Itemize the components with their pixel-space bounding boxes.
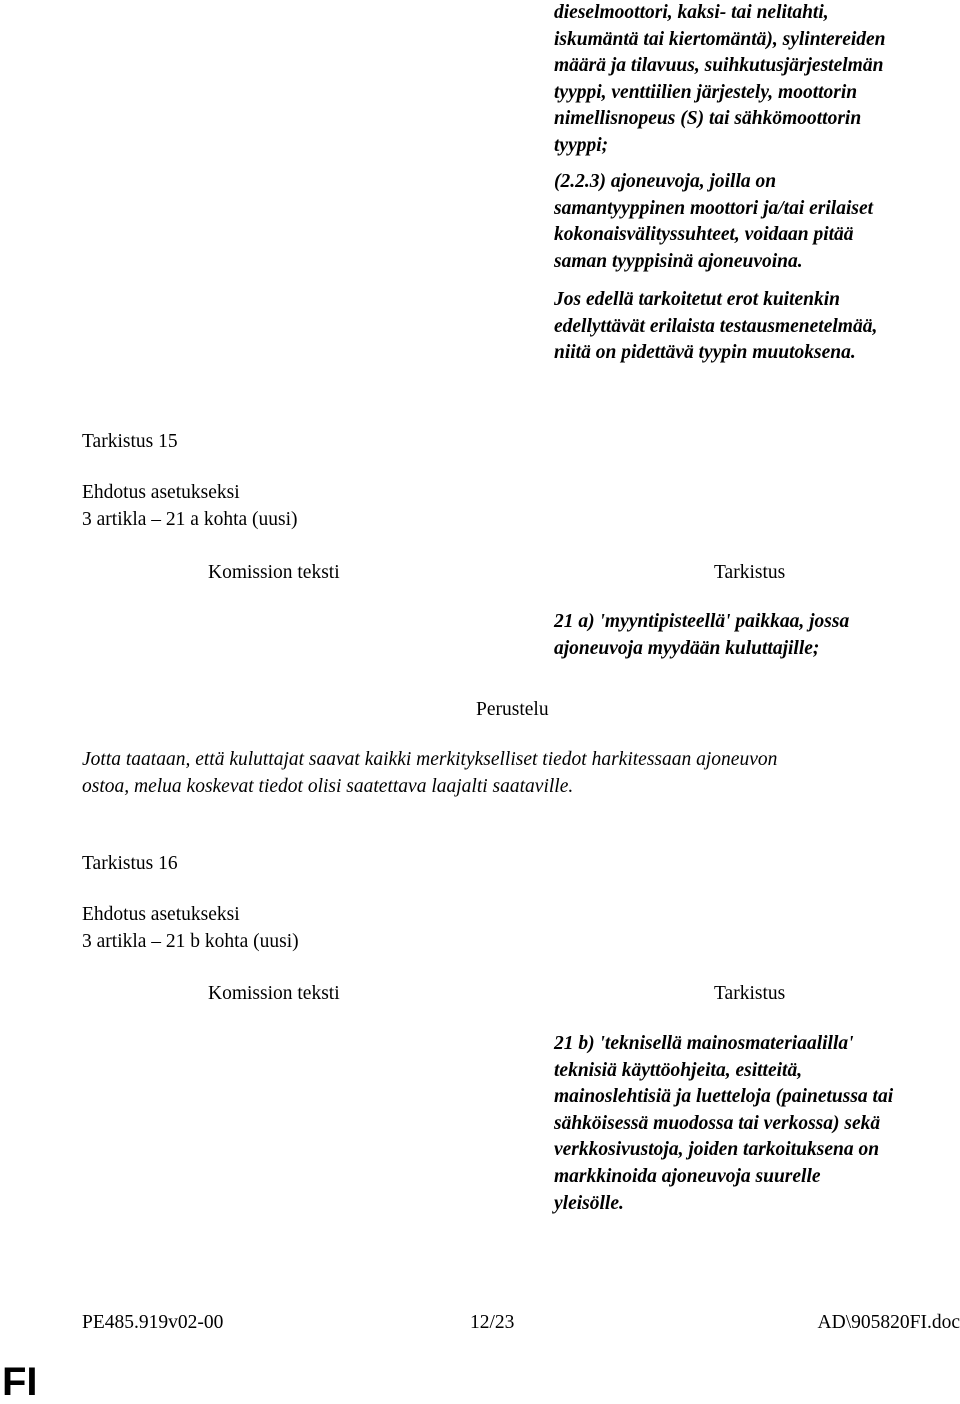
text-line: Jos edellä tarkoitetut erot kuitenkin	[554, 289, 841, 310]
text-line: ostoa, melua koskevat tiedot olisi saatettava laajalti saataville.	[82, 775, 574, 797]
text-line: Jotta taataan, että kuluttajat saavat kaikki merkitykselliset tiedot harkitessaan ajoneuvon	[82, 749, 778, 770]
continued-amendment-text	[554, 0, 960, 160]
text-line: 21 a) 'myyntipisteellä' paikkaa, jossa	[554, 611, 850, 632]
footer-page-number: 12/23	[470, 1312, 515, 1333]
text-line: kokonaisvälityssuhteet, voidaan pitää	[554, 224, 854, 246]
text-line: tyyppi, venttiilien järjestely, moottorin	[554, 81, 858, 103]
amendment-15-text	[554, 609, 960, 662]
amendment-16-commission-label: Komission teksti	[208, 983, 340, 1004]
text-line: mainoslehtisiä ja luetteloja (painetussa tai	[554, 1086, 894, 1108]
footer-document-reference: PE485.919v02-00	[82, 1312, 224, 1333]
text-line: samantyyppinen moottori ja/tai erilaiset	[554, 197, 874, 219]
amendment-15-justification-label: Perustelu	[476, 699, 549, 720]
amendment-15-title: Tarkistus 15	[82, 431, 178, 452]
amendment-15-justification-text	[82, 747, 960, 800]
text-line: sähköisessä muodossa tai verkossa) sekä	[554, 1112, 881, 1134]
text-line: nimellisnopeus (S) tai sähkömoottorin	[554, 108, 862, 130]
amendment-16-article: 3 artikla – 21 b kohta (uusi)	[82, 931, 299, 952]
text-line: (2.2.3) ajoneuvoja, joilla on	[554, 171, 777, 192]
text-line: edellyttävät erilaista testausmenetelmää,	[554, 315, 878, 337]
text-line: määrä ja tilavuus, suihkutusjärjestelmän	[554, 55, 884, 77]
text-line: yleisölle.	[554, 1192, 624, 1214]
text-line: ajoneuvoja myydään kuluttajille;	[554, 637, 820, 659]
text-line: 21 b) 'teknisellä mainosmateriaalilla'	[554, 1033, 854, 1054]
text-line: tyyppi;	[554, 134, 609, 156]
text-line: verkkosivustoja, joiden tarkoituksena on	[554, 1139, 880, 1161]
amendment-16-proposal: Ehdotus asetukseksi	[82, 904, 240, 925]
amendment-15-proposal: Ehdotus asetukseksi	[82, 482, 240, 503]
continued-amendment-paragraph-2	[554, 169, 960, 275]
text-line: dieselmoottori, kaksi- tai nelitahti,	[554, 2, 829, 23]
continued-amendment-paragraph-3	[554, 287, 960, 367]
amendment-15-commission-label: Komission teksti	[208, 562, 340, 583]
footer-file-name: AD\905820FI.doc	[817, 1312, 960, 1333]
text-line: teknisiä käyttöohjeita, esitteitä,	[554, 1059, 803, 1081]
text-line: niitä on pidettävä tyypin muutoksena.	[554, 342, 856, 364]
amendment-16-text	[554, 1031, 960, 1217]
text-line: saman tyyppisinä ajoneuvoina.	[554, 250, 803, 272]
amendment-16-amendment-label: Tarkistus	[714, 983, 786, 1004]
language-code: FI	[2, 1360, 38, 1404]
amendment-16-title: Tarkistus 16	[82, 853, 178, 874]
amendment-15-article: 3 artikla – 21 a kohta (uusi)	[82, 509, 298, 530]
text-line: iskumäntä tai kiertomäntä), sylintereiden	[554, 28, 886, 50]
amendment-15-amendment-label: Tarkistus	[714, 562, 786, 583]
text-line: markkinoida ajoneuvoja suurelle	[554, 1165, 821, 1187]
